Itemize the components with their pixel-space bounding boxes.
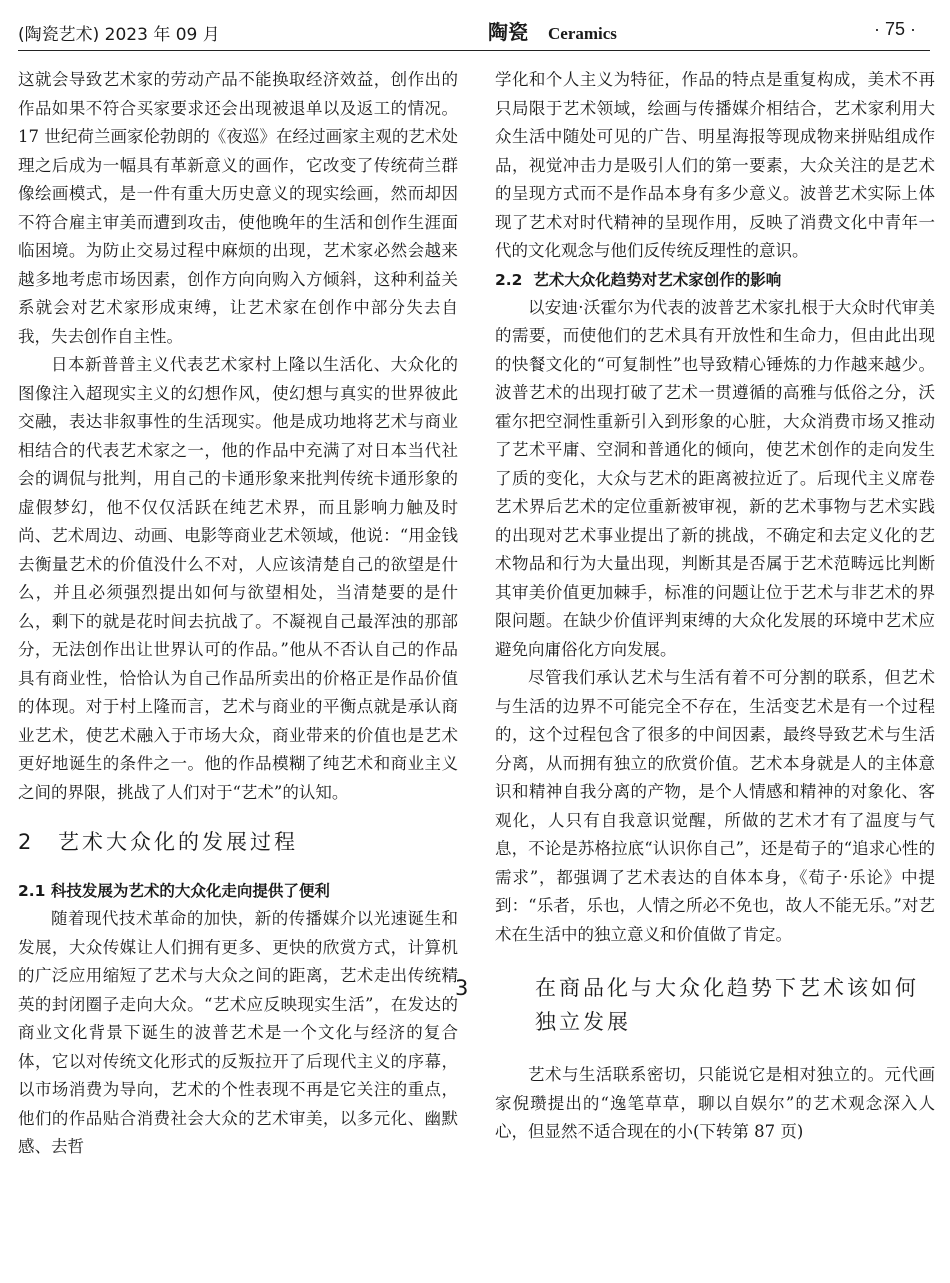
left-column [18, 66, 458, 1276]
paragraph: 尽管我们承认艺术与生活有着不可分割的联系，但艺术与生活的边界不可能完全不存在，生活变艺术是有一个过程的，这个过程包含了很多的中间因素，最终导致艺术与生活分离，从而拥有独立的欣赏价值。艺术本身就是人的主体意识和精神自我分离的产物，是个人情感和精神的对象化、客观化，人只有自我意识觉醒，所做的艺术才有了温度与气息，不论是苏格拉底“认识你自己”，还是荀子的“追求心性的需求”，都强调了艺术表达的自体本身，《荀子·乐论》中提到：“乐者，乐也，人情之所必不免也，故人不能无乐。”对艺术在生活中的独立意义和价值做了肯定。 [495, 668, 935, 944]
right-column [455, 66, 935, 1276]
section-title: 在商品化与大众化趋势下艺术该如何独立发展 [535, 976, 919, 1034]
journal-issue: (陶瓷艺术) 2023 年 09 月 [18, 25, 220, 45]
paragraph: 以安迪·沃霍尔为代表的波普艺术家扎根于大众时代审美的需要，而使他们的艺术具有开放性和生命力，但由此出现的快餐文化的“可复制性”也导致精心锤炼的力作越来越少。波普艺术的出现打破了艺术一贯遵循的高雅与低俗之分，沃霍尔把空洞性重新引入到形象的心脏，大众消费市场又推动了艺术平庸、空洞和普通化的倾向，使艺术创作的走向发生了质的变化，大众与艺术的距离被拉近了。后现代主义席卷艺术界后艺术的定位重新被审视，新的艺术事物与艺术实践的出现对艺术事业提出了新的挑战，不确定和去定义化的艺术物品和行为大量出现，判断其是否属于艺术范畴远比判断其审美价值更加棘手，标准的问题让位于艺术与非艺术的界限问题。在缺少价值评判束缚的大众化发展的环境中艺术应避免向庸俗化方向发展。 [495, 297, 935, 659]
journal-title-en: Ceramics [548, 24, 617, 43]
section-title: 艺术大众化的发展过程 [58, 830, 298, 854]
page-header [18, 14, 930, 51]
paragraph: 艺术与生活联系密切，只能说它是相对独立的。元代画家倪瓒提出的“逸笔草草，聊以自娱尔”的艺术观念深入人心，但显然不适合现在的小(下转第 87 页) [495, 1065, 935, 1141]
paragraph: 学化和个人主义为特征，作品的特点是重复构成，美术不再只局限于艺术领域，绘画与传播媒介相结合，艺术家利用大众生活中随处可见的广告、明星海报等现成物来拼贴组成作品，视觉冲击力是吸引人们的第一要素，大众关注的是艺术的呈现方式而不是作品本身有多少意义。波普艺术实际上体现了艺术对时代精神的呈现作用，反映了消费文化中青年一代的文化观念与他们反传统反理性的意识。 [495, 70, 935, 260]
journal-title-cn: 陶瓷 [488, 20, 528, 44]
section-heading [18, 825, 458, 859]
subsection-number: 2.2 [495, 270, 523, 289]
journal-title [488, 16, 617, 45]
paragraph: 这就会导致艺术家的劳动产品不能换取经济效益，创作出的作品如果不符合买家要求还会出现被退单以及返工的情况。17 世纪荷兰画家伦勃朗的《夜巡》在经过画家主观的艺术处理之后成为一幅具有革新意义的画作，它改变了传统荷兰群像绘画模式，是一件有重大历史意义的现实绘画，然而却因不符合雇主审美而遭到攻击，使他晚年的生活和创作生涯面临困境。为防止交易过程中麻烦的出现，艺术家必然会越来越多地考虑市场因素，创作方向向购入方倾斜，这种利益关系就会对艺术家形成束缚，让艺术家在创作中部分失去自我，失去创作自主性。 [18, 70, 458, 346]
paragraph: 日本新普普主义代表艺术家村上隆以生活化、大众化的图像注入超现实主义的幻想作风，使幻想与真实的世界彼此交融，表达非叙事性的生活现实。他是成功地将艺术与商业相结合的代表艺术家之一，他的作品中充满了对日本当代社会的调侃与批判，用自己的卡通形象来批判传统卡通形象的虚假梦幻，他不仅仅活跃在纯艺术界，而且影响力触及时尚、艺术周边、动画、电影等商业艺术领域，他说：“用金钱去衡量艺术的价值没什么不对，人应该清楚自己的欲望是什么，并且必须强烈提出如何与欲望相处，当清楚要的是什么，剩下的就是花时间去抗战了。不凝视自己最浑浊的那部分，无法创作出让世界认可的作品。”他从不否认自己的作品具有商业性，恰恰认为自己作品所卖出的价格正是作品价值的体现。对于村上隆而言，艺术与商业的平衡点就是承认商业艺术，使艺术融入于市场大众，商业带来的价值也是艺术更好地诞生的条件之一。他的作品模糊了纯艺术和商业主义之间的界限，挑战了人们对于“艺术”的认知。 [18, 355, 458, 802]
subsection-title: 艺术大众化趋势对艺术家创作的影响 [533, 270, 782, 289]
paragraph: 随着现代技术革命的加快，新的传播媒介以光速诞生和发展，大众传媒让人们拥有更多、更快的欣赏方式，计算机的广泛应用缩短了艺术与大众之间的距离，艺术走出传统精英的封闭圈子走向大众。“艺术应反映现实生活”，在发达的商业文化背景下诞生的波普艺术是一个文化与经济的复合体，它以对传统文化形式的反叛拉开了后现代主义的序幕，以市场消费为导向，艺术的个性表现不再是它关注的重点，他们的作品贴合消费社会大众的艺术审美，以多元化、幽默感、去哲 [18, 909, 458, 1156]
subsection-heading [495, 266, 935, 294]
subsection-heading: 2.1 科技发展为艺术的大众化走向提供了便利 [18, 882, 330, 900]
page-number: · 75 · [873, 19, 916, 39]
section-number: 2 [18, 830, 35, 854]
section-heading [455, 971, 935, 1039]
section-number: 3 [455, 976, 472, 1000]
